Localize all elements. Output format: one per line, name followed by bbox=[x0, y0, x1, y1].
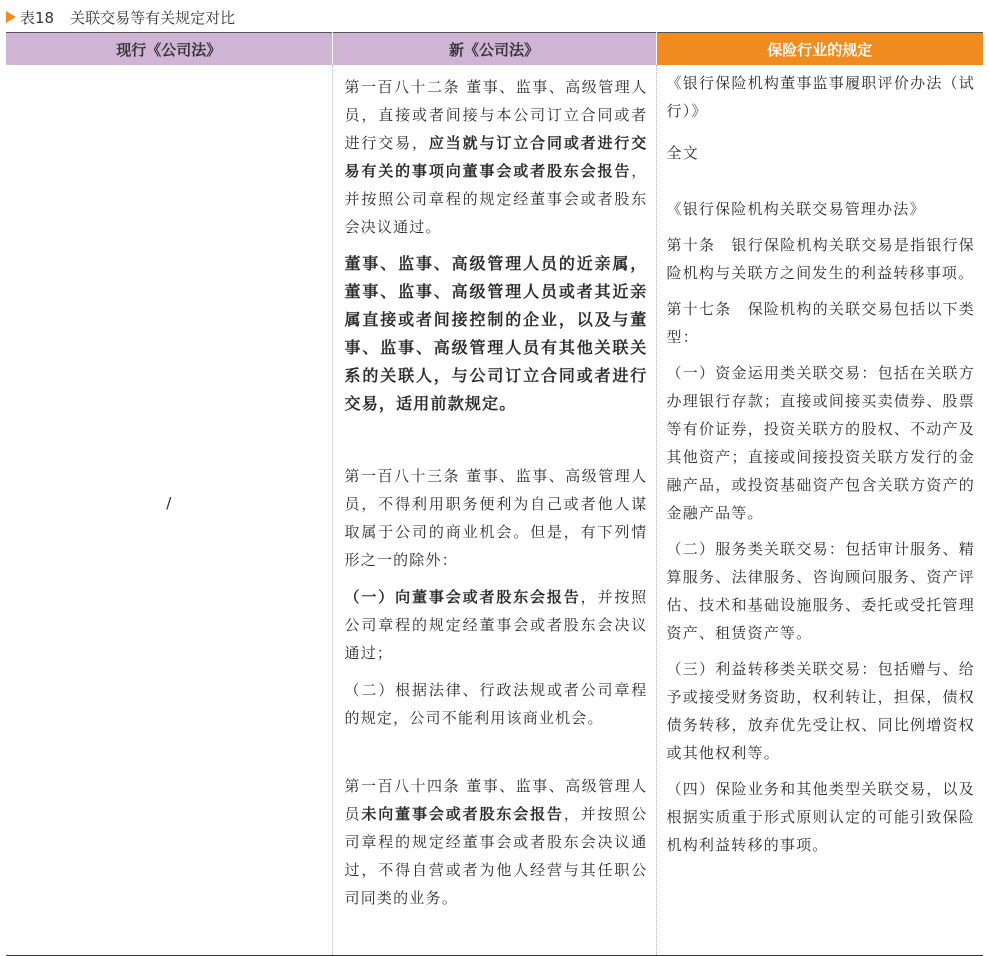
article-184-paragraph bbox=[345, 772, 648, 912]
transaction-type-4: （四）保险业务和其他类型关联交易，以及根据实质重于形式原则认定的可能引致保险机构利益转移的事项。 bbox=[666, 780, 975, 854]
article-10: 第十条 银行保险机构关联交易是指银行保险机构与关联方之间发生的利益转移事项。 bbox=[666, 236, 975, 282]
article-184-text-a: 第一百八十四条 董事、监事、高级管理人员 bbox=[344, 777, 648, 823]
table-caption bbox=[6, 4, 235, 30]
doc-2-title: 《银行保险机构关联交易管理办法》 bbox=[666, 200, 926, 218]
article-182-paragraph-2: 董事、监事、高级管理人员的近亲属，董事、监事、高级管理人员或者其近亲属直接或者间接控制的企业，以及与董事、监事、高级管理人员有其他关联关系的关联人，与公司订立合同或者进行交易，适用前款规定。 bbox=[344, 254, 648, 413]
caption-title: 关联交易等有关规定对比 bbox=[70, 8, 236, 27]
article-182-text-c: ，并按照公司章程的规定经董事会或者股东会决议通过。 bbox=[344, 162, 648, 236]
header-insurance-rules: 保险行业的规定 bbox=[656, 33, 983, 66]
transaction-type-1: （一）资金运用类关联交易：包括在关联方办理银行存款；直接或间接买卖债券、股票等有价证券，投资关联方的股权、不动产及其他资产；直接或间接投资关联方发行的金融产品，或投资基础资产包含关联方资产的金融产品等。 bbox=[666, 364, 975, 522]
article-182-emphasis: 应当就与订立合同或者进行交易有关的事项向董事会或者股东会报告 bbox=[344, 134, 648, 180]
caption-label: 表18 bbox=[20, 8, 55, 27]
article-183-item-1 bbox=[345, 583, 648, 667]
article-184-text-c: ，并按照公司章程的规定经董事会或者股东会决议通过，不得自营或者为他人经营与其任职公司同类的业务。 bbox=[344, 805, 648, 907]
article-183-item-1-emphasis: （一）向董事会或者股东会报告 bbox=[344, 588, 581, 606]
header-new-law: 新《公司法》 bbox=[332, 33, 656, 66]
article-182-paragraph-1 bbox=[345, 73, 648, 241]
table-header-row bbox=[6, 33, 983, 66]
transaction-type-3: （三）利益转移类关联交易：包括赠与、给予或接受财务资助，权利转让，担保，债权债务转移，放弃优先受让权、同比例增资权或其他权利等。 bbox=[666, 660, 975, 762]
doc-1-title: 《银行保险机构董事监事履职评价办法（试行）》 bbox=[666, 74, 975, 120]
doc-1-scope: 全文 bbox=[666, 144, 699, 162]
article-183-item-1-text: ，并按照公司章程的规定经董事会或者股东会决议通过； bbox=[344, 588, 648, 662]
triangle-marker-icon bbox=[6, 11, 16, 23]
article-182-text-a: 第一百八十二条 董事、监事、高级管理人员，直接或者间接与本公司订立合同或者进行交易， bbox=[344, 78, 648, 152]
article-183-item-2: （二）根据法律、行政法规或者公司章程的规定，公司不能利用该商业机会。 bbox=[344, 681, 648, 727]
header-current-law: 现行《公司法》 bbox=[6, 33, 332, 66]
insurance-rules-cell bbox=[656, 65, 983, 956]
comparison-table bbox=[6, 32, 983, 956]
article-184-emphasis: 未向董事会或者股东会报告 bbox=[361, 805, 564, 823]
current-law-cell: / bbox=[6, 65, 332, 956]
article-17: 第十七条 保险机构的关联交易包括以下类型： bbox=[666, 300, 975, 346]
new-law-cell bbox=[332, 65, 656, 956]
table-row bbox=[6, 65, 983, 956]
transaction-type-2: （二）服务类关联交易：包括审计服务、精算服务、法律服务、咨询顾问服务、资产评估、技术和基础设施服务、委托或受托管理资产、租赁资产等。 bbox=[666, 540, 975, 642]
article-183-paragraph: 第一百八十三条 董事、监事、高级管理人员，不得利用职务便利为自己或者他人谋取属于公司的商业机会。但是，有下列情形之一的除外： bbox=[344, 467, 648, 569]
